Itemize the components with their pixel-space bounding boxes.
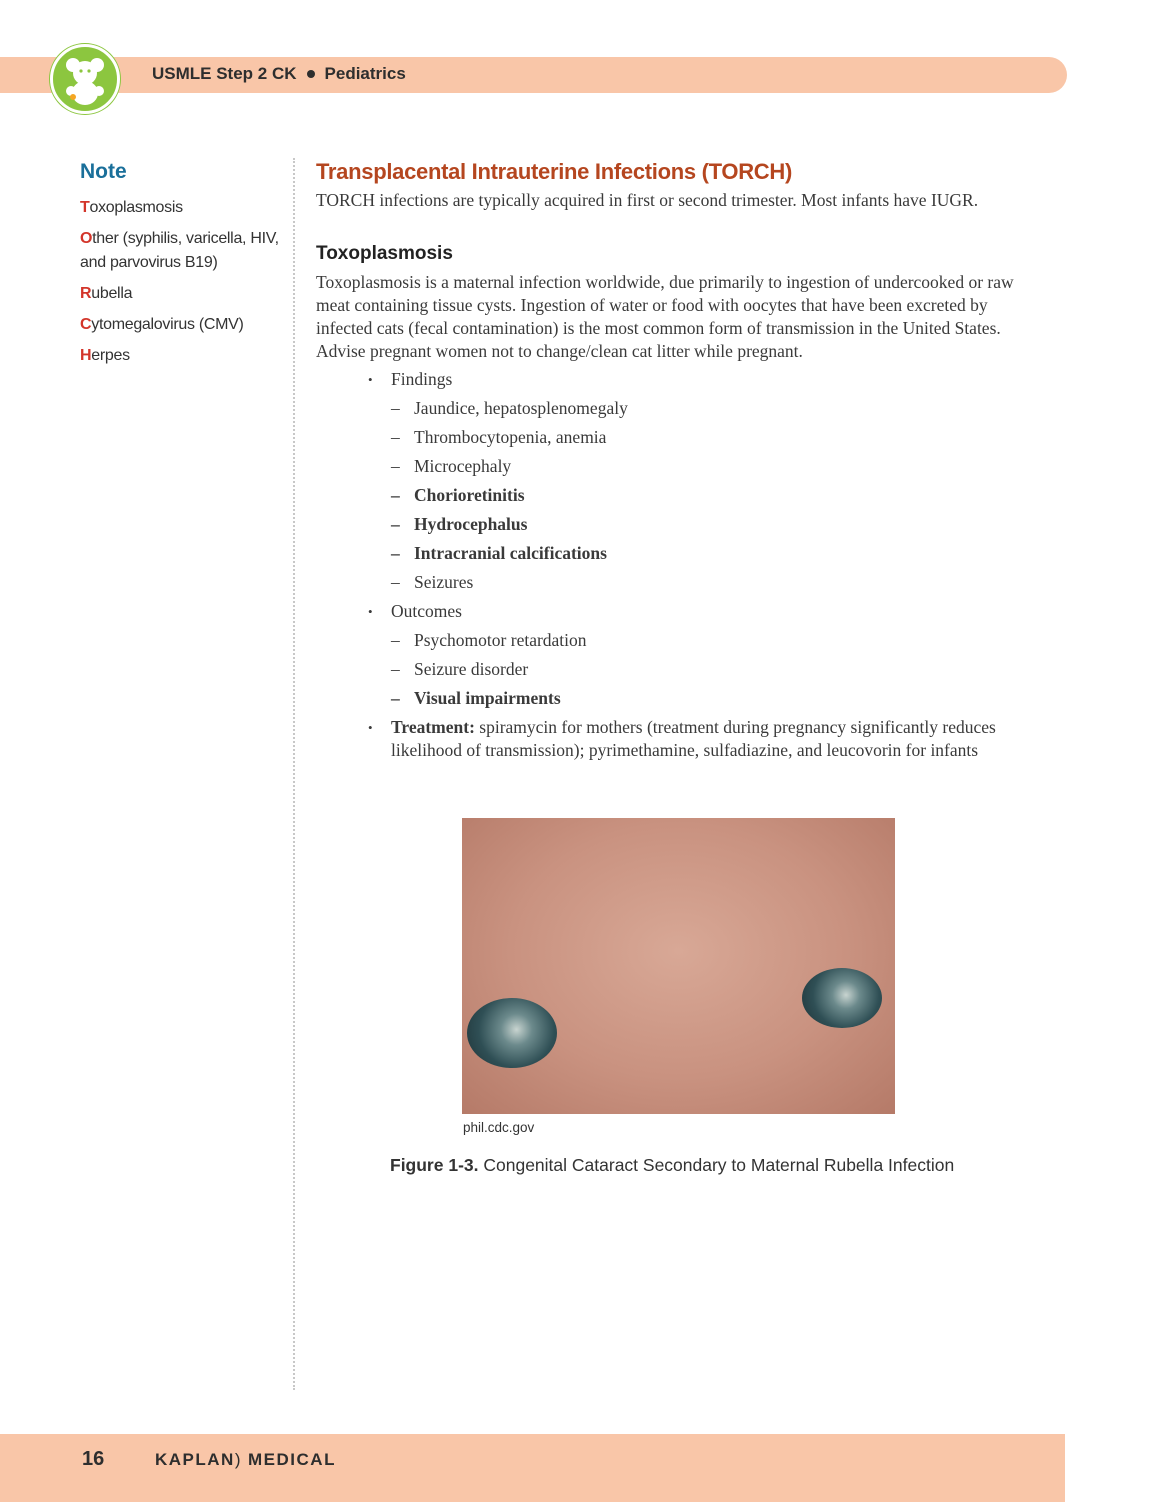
figure-caption-text: Congenital Cataract Secondary to Maternal Rubella Infection <box>478 1155 955 1175</box>
book-title: USMLE Step 2 CK <box>152 64 297 83</box>
figure-label: Figure 1-3. <box>390 1155 479 1175</box>
note-text: ther (syphilis, varicella, HIV, and parvovirus B19) <box>80 230 279 271</box>
running-header <box>152 64 406 84</box>
note-title: Note <box>80 160 127 183</box>
note-text: oxoplasmosis <box>89 199 183 216</box>
list-item: – Hydrocephalus <box>391 513 1056 536</box>
list-item: – Psychomotor retardation <box>391 629 1056 652</box>
treatment-text: spiramycin for mothers (treatment during pregnancy significantly reduces likelihood of transmission); pyrimethamine, sulfadiazine, and leucovorin for infants <box>391 717 996 760</box>
note-initial: C <box>80 316 92 333</box>
intro-paragraph: TORCH infections are typically acquired in first or second trimester. Most infants have IUGR. <box>316 190 979 210</box>
page-number: 16 <box>82 1448 105 1470</box>
note-text: erpes <box>91 347 130 364</box>
list-item-outcomes <box>368 600 1056 710</box>
findings-list <box>391 397 1056 594</box>
note-item-rubella <box>80 282 280 306</box>
findings-label: Findings <box>391 369 453 389</box>
note-text: ytomegalovirus (CMV) <box>91 316 244 333</box>
note-initial: H <box>80 347 92 364</box>
note-initial: T <box>80 199 90 216</box>
note-initial: O <box>80 230 93 247</box>
list-item: – Thrombocytopenia, anemia <box>391 426 1056 449</box>
note-item-cmv <box>80 313 280 337</box>
treatment-label: Treatment: <box>391 717 475 737</box>
main-content <box>316 157 1056 768</box>
left-eye-image <box>467 998 557 1068</box>
teddy-bear-logo-icon <box>50 44 120 114</box>
publisher-logo <box>155 1450 336 1470</box>
outcomes-list <box>391 629 1056 710</box>
note-item-herpes <box>80 344 280 368</box>
note-initial: R <box>80 285 92 302</box>
list-item-treatment <box>368 716 1011 762</box>
list-item: – Seizures <box>391 571 1056 594</box>
list-item-findings <box>368 368 1056 594</box>
figure-caption <box>390 1155 954 1176</box>
brand-suffix: MEDICAL <box>248 1450 336 1469</box>
note-text: ubella <box>91 285 133 302</box>
list-item: – Microcephaly <box>391 455 1056 478</box>
photo-credit: phil.cdc.gov <box>463 1120 535 1135</box>
note-sidebar <box>80 160 280 375</box>
bullet-dot-icon <box>307 70 315 78</box>
subject-title: Pediatrics <box>324 64 406 83</box>
body-paragraph: Toxoplasmosis is a maternal infection worldwide, due primarily to ingestion of undercooked or raw meat containing tissue cysts. Ingestion of water or food with oocytes that have been excreted by infected cats (fecal contamination) is the most common form of transmission in the United States. Advise pregnant women not to change/clean cat litter while pregnant. <box>316 272 1014 361</box>
list-item: – Seizure disorder <box>391 658 1056 681</box>
subsection-title: Toxoplasmosis <box>316 243 453 264</box>
bullet-list <box>316 368 1056 762</box>
list-item: – Visual impairments <box>391 687 1056 710</box>
column-divider <box>293 158 295 1390</box>
note-item-toxoplasmosis <box>80 196 280 220</box>
right-eye-image <box>802 968 882 1028</box>
cataract-photo <box>462 818 895 1114</box>
list-item: – Chorioretinitis <box>391 484 1056 507</box>
list-item: – Jaundice, hepatosplenomegaly <box>391 397 1056 420</box>
list-item: – Intracranial calcifications <box>391 542 1056 565</box>
outcomes-label: Outcomes <box>391 601 462 621</box>
brand-name: KAPLAN <box>155 1450 235 1469</box>
brand-paren-icon: ) <box>234 1450 243 1469</box>
note-item-other <box>80 227 280 275</box>
section-title: Transplacental Intrauterine Infections (TORCH) <box>316 159 792 184</box>
